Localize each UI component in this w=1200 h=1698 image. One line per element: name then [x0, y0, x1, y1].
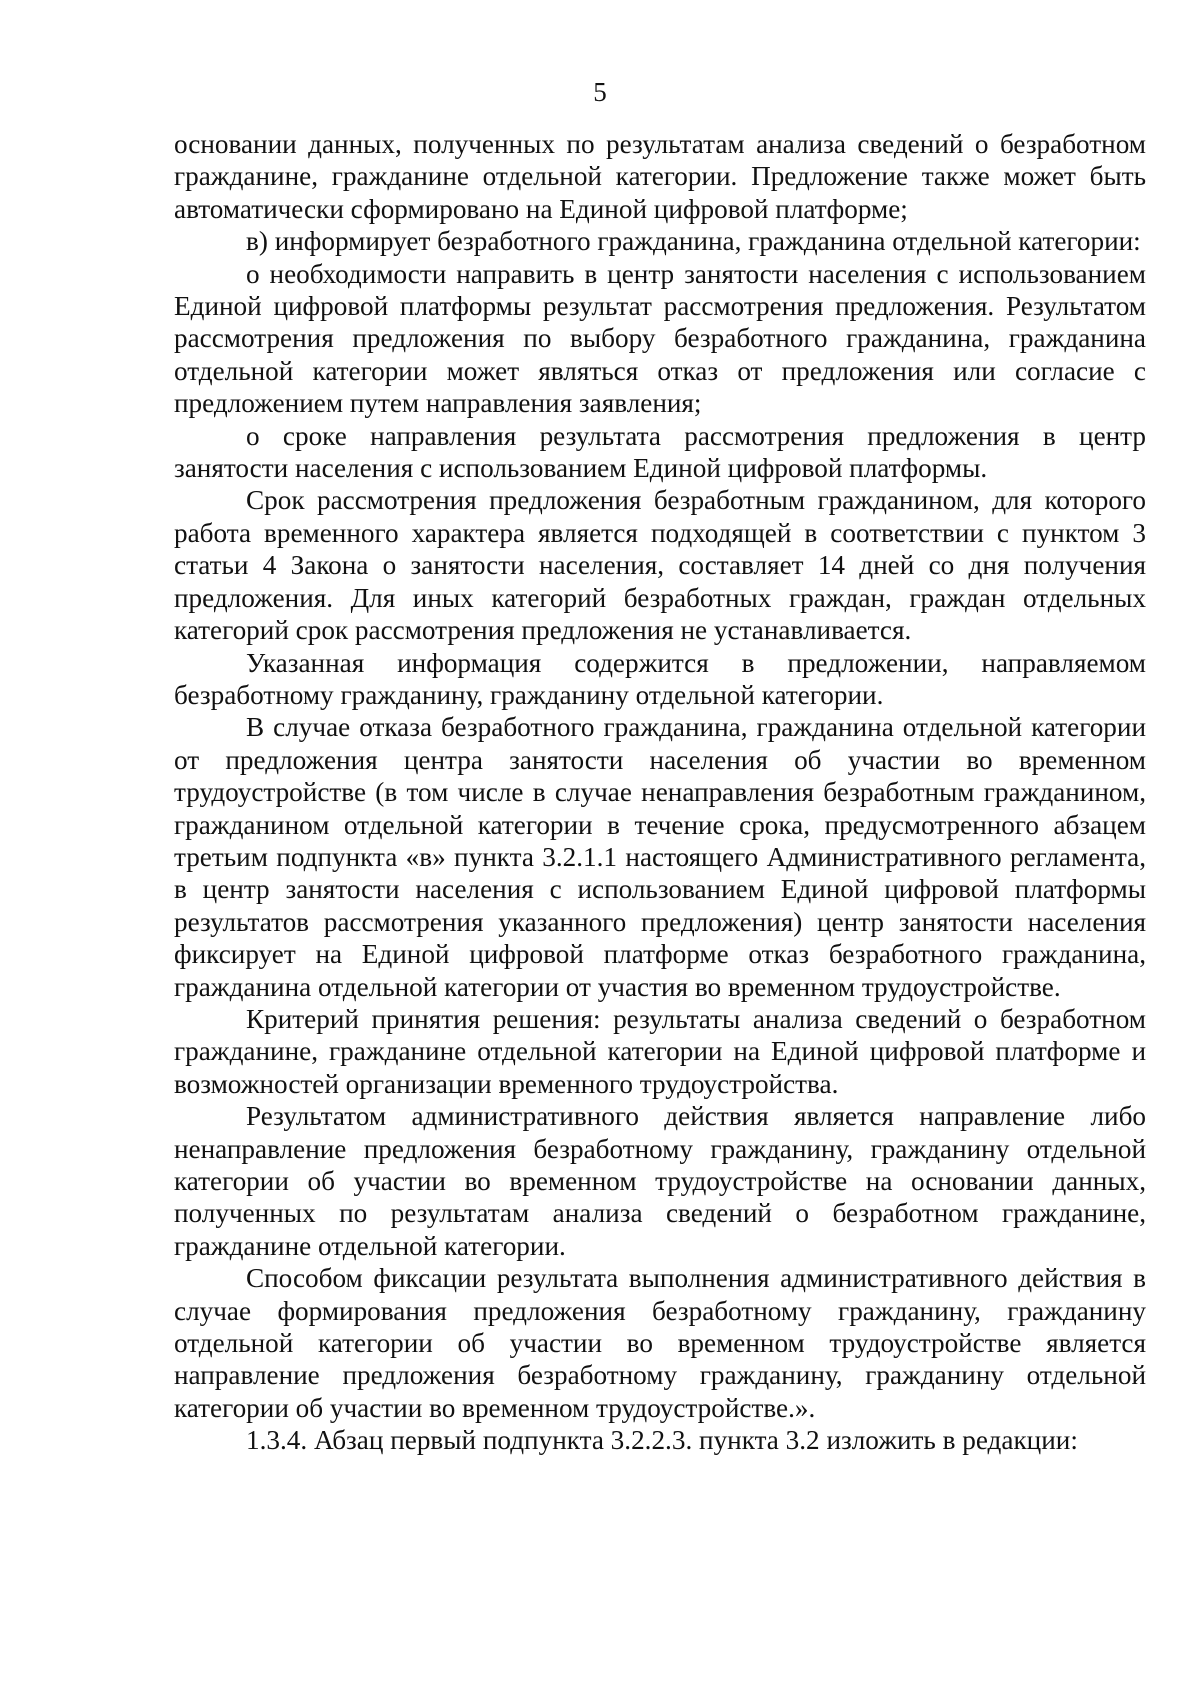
- paragraph-decision-criterion: Критерий принятия решения: результаты анализа сведений о безработном гражданине, гражданине отдельной категории на Единой цифровой платформе и возможностей организации временного трудоустройства.: [174, 1003, 1146, 1099]
- document-body: [174, 128, 1146, 1457]
- paragraph-continuation: основании данных, полученных по результатам анализа сведений о безработном гражданине, гражданине отдельной категории. Предложение также может быть автоматически сформировано на Единой цифровой платформе;: [174, 129, 1146, 224]
- paragraph-refusal: В случае отказа безработного гражданина, гражданина отдельной категории от предложения центра занятости населения об участии во временном трудоустройстве (в том числе в случае ненаправления безработным гражданином, гражданином отдельной категории в течение срока, предусмотренного абзацем третьим подпункта «в» пункта 3.2.1.1 настоящего Административного регламента, в центр занятости населения с использованием Единой цифровой платформы результатов рассмотрения указанного предложения) центр занятости населения фиксирует на Единой цифровой платформе отказ безработного гражданина, гражданина отдельной категории от участия во временном трудоустройстве.: [174, 712, 1146, 1002]
- paragraph-information: Указанная информация содержится в предложении, направляемом безработному гражданину, гражданину отдельной категории.: [174, 647, 1146, 710]
- paragraph-deadline: о сроке направления результата рассмотрения предложения в центр занятости населения с использованием Единой цифровой платформы.: [174, 420, 1146, 484]
- paragraph-fixation-method: Способом фиксации результата выполнения административного действия в случае формирования предложения безработному гражданину, гражданину отдельной категории об участии во временном трудоустройстве является направление предложения безработному гражданину, гражданину отдельной категории об участии во временном трудоустройстве.».: [174, 1263, 1146, 1423]
- page-number: 5: [593, 77, 607, 107]
- paragraph-review-period: Срок рассмотрения предложения безработным гражданином, для которого работа временного характера является подходящей в соответствии с пунктом 3 статьи 4 Закона о занятости населения, составляет 14 дней со дня получения предложения. Для иных категорий безработных граждан, граждан отдельных категорий срок рассмотрения предложения не устанавливается.: [174, 485, 1146, 646]
- paragraph-necessity: о необходимости направить в центр занятости населения с использованием Единой цифровой платформы результат рассмотрения предложения. Результатом рассмотрения предложения по выбору безработного гражданина, гражданина отдельной категории может являться отказ от предложения или согласие с предложением путем направления заявления;: [174, 258, 1146, 419]
- paragraph-item-v: в) информирует безработного гражданина, гражданина отдельной категории:: [246, 226, 1141, 257]
- paragraph-amendment-1-3-4: 1.3.4. Абзац первый подпункта 3.2.2.3. пункта 3.2 изложить в редакции:: [246, 1425, 1078, 1456]
- paragraph-result: Результатом административного действия является направление либо ненаправление предложения безработному гражданину, гражданину отдельной категории об участии во временном трудоустройстве на основании данных, полученных по результатам анализа сведений о безработном гражданине, гражданине отдельной категории.: [174, 1101, 1146, 1261]
